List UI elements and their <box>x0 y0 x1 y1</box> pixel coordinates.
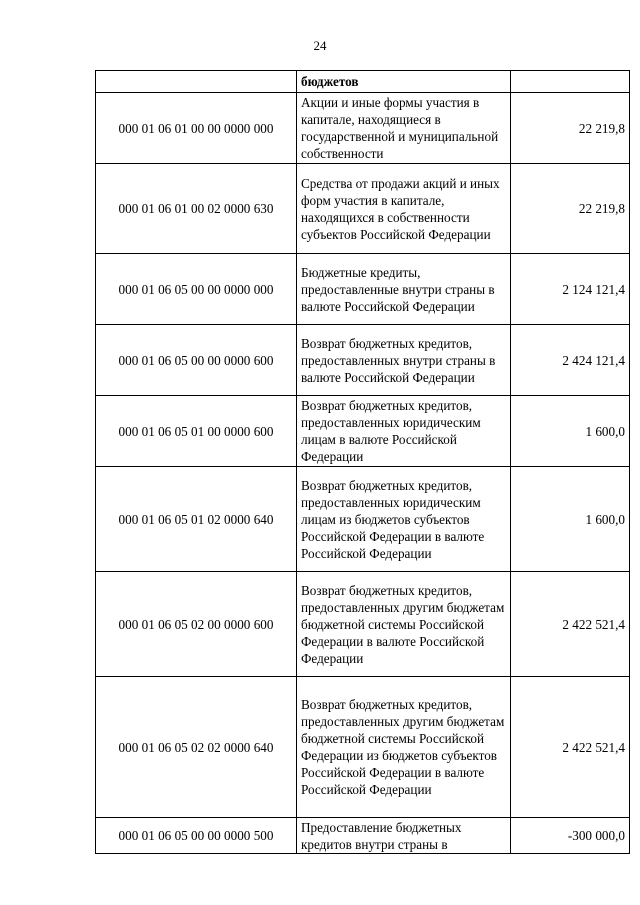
amount-cell: 2 424 121,4 <box>511 325 630 396</box>
code-cell: 000 01 06 05 02 00 0000 600 <box>96 572 297 677</box>
table-row <box>96 325 630 396</box>
name-cell: Возврат бюджетных кредитов, предоставленных внутри страны в валюте Российской Федерации <box>297 325 511 396</box>
amount-cell: 1 600,0 <box>511 396 630 467</box>
amount-cell: 2 422 521,4 <box>511 677 630 818</box>
code-cell: 000 01 06 05 00 00 0000 600 <box>96 325 297 396</box>
name-cell: Предоставление бюджетных кредитов внутри страны в <box>297 818 511 854</box>
amount-cell: 22 219,8 <box>511 164 630 254</box>
name-cell: бюджетов <box>297 71 511 93</box>
name-cell: Возврат бюджетных кредитов, предоставленных другим бюджетам бюджетной системы Российской Федерации из бюджетов субъектов Российской Федерации в валюте Российской Федерации <box>297 677 511 818</box>
table-row <box>96 93 630 164</box>
amount-cell: 1 600,0 <box>511 467 630 572</box>
table-body <box>96 71 630 854</box>
code-cell: 000 01 06 05 01 00 0000 600 <box>96 396 297 467</box>
name-cell: Возврат бюджетных кредитов, предоставленных юридическим лицам из бюджетов субъектов Российской Федерации в валюте Российской Федерации <box>297 467 511 572</box>
table-row <box>96 467 630 572</box>
code-cell: 000 01 06 05 01 02 0000 640 <box>96 467 297 572</box>
name-cell: Возврат бюджетных кредитов, предоставленных другим бюджетам бюджетной системы Российской Федерации в валюте Российской Федерации <box>297 572 511 677</box>
table-row <box>96 396 630 467</box>
code-cell: 000 01 06 05 00 00 0000 500 <box>96 818 297 854</box>
amount-cell: -300 000,0 <box>511 818 630 854</box>
amount-cell: 22 219,8 <box>511 93 630 164</box>
name-cell: Возврат бюджетных кредитов, предоставленных юридическим лицам в валюте Российской Федерации <box>297 396 511 467</box>
budget-sources-table <box>95 70 630 854</box>
name-cell: Средства от продажи акций и иных форм участия в капитале, находящихся в собственности субъектов Российской Федерации <box>297 164 511 254</box>
page-number: 24 <box>313 38 327 53</box>
table-row <box>96 164 630 254</box>
table-row-continuation <box>96 71 630 93</box>
code-cell: 000 01 06 05 02 02 0000 640 <box>96 677 297 818</box>
name-cell: Акции и иные формы участия в капитале, находящиеся в государственной и муниципальной собственности <box>297 93 511 164</box>
amount-cell: 2 124 121,4 <box>511 254 630 325</box>
code-cell: 000 01 06 01 00 00 0000 000 <box>96 93 297 164</box>
amount-cell: 2 422 521,4 <box>511 572 630 677</box>
code-cell <box>96 71 297 93</box>
name-cell: Бюджетные кредиты, предоставленные внутри страны в валюте Российской Федерации <box>297 254 511 325</box>
table-row <box>96 572 630 677</box>
amount-cell <box>511 71 630 93</box>
table-row <box>96 818 630 854</box>
code-cell: 000 01 06 05 00 00 0000 000 <box>96 254 297 325</box>
code-cell: 000 01 06 01 00 02 0000 630 <box>96 164 297 254</box>
table-row <box>96 254 630 325</box>
table-row <box>96 677 630 818</box>
